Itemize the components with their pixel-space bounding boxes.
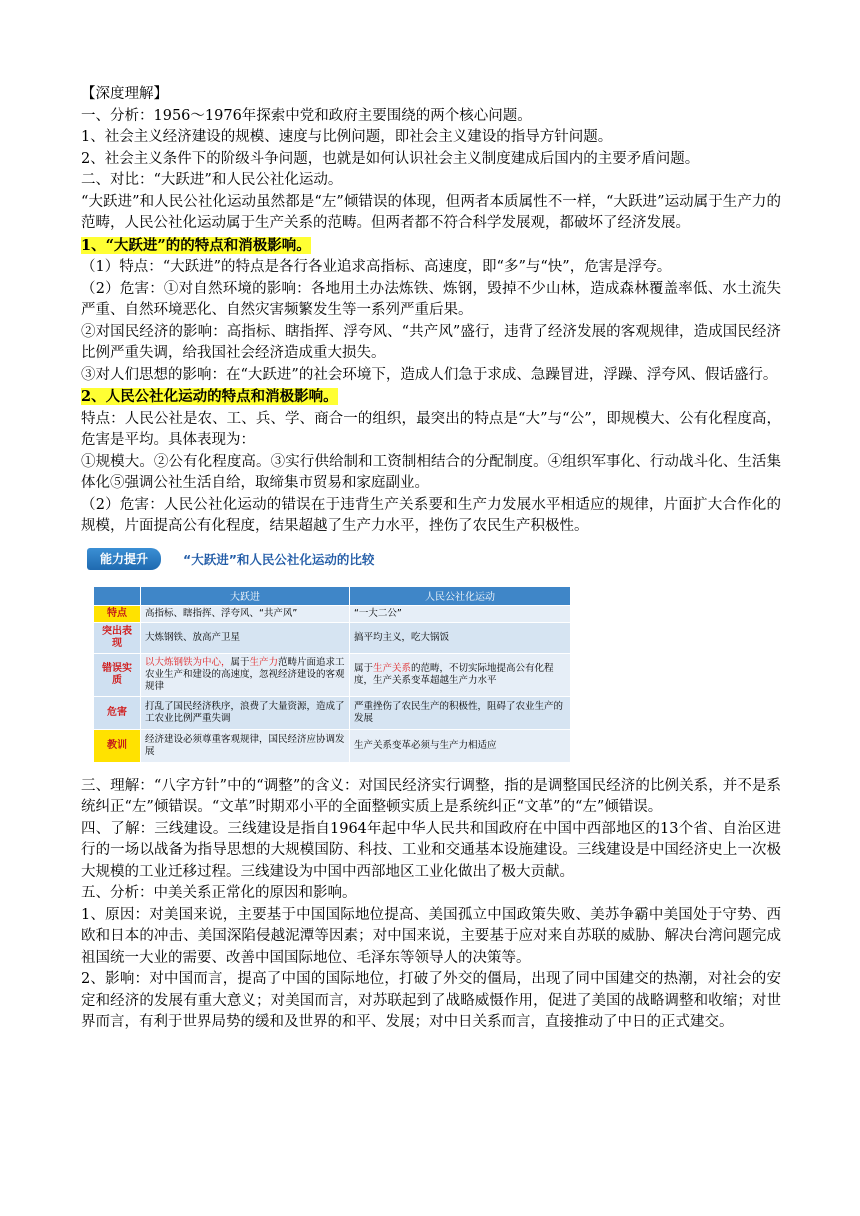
row-label: 教训 — [94, 729, 141, 762]
paragraph: ②对国民经济的影响：高指标、瞎指挥、浮夸风、“共产风”盛行，违背了经济发展的客观规律，造成国民经济比例严重失调，给我国社会经济造成重大损失。 — [81, 323, 781, 361]
cell: 打乱了国民经济秩序，浪费了大量资源，造成了工农业比例严重失调 — [141, 696, 350, 729]
cell: 经济建设必须尊重客观规律，国民经济应协调发展 — [141, 729, 350, 762]
paragraph: 1、社会主义经济建设的规模、速度与比例问题，即社会主义建设的指导方针问题。 — [81, 129, 613, 145]
row-label: 特点 — [94, 605, 141, 622]
paragraph: 四、了解：三线建设。三线建设是指自1964年起中华人民共和国政府在中国中西部地区的13个省、自治区进行的一场以战备为指导思想的大规模国防、科技、工业和交通基本设施建设。三线建设是中国经济史上一次极大规模的工业迁移过程。三线建设为中国中西部地区工业化做出了极大贡献。 — [81, 820, 781, 880]
paragraph: （1）特点：“大跃进”的特点是各行各业追求高指标、高速度，即“多”与“快”，危害是浮夸。 — [81, 259, 672, 275]
table-row — [94, 653, 571, 696]
cell: 严重挫伤了农民生产的积极性，阻碍了农业生产的发展 — [350, 696, 571, 729]
row-label: 突出表现 — [94, 622, 141, 653]
cell: 生产关系变革必须与生产力相适应 — [350, 729, 571, 762]
cell: 大炼钢铁、放高产卫星 — [141, 622, 350, 653]
paragraph: 二、对比：“大跃进”和人民公社化运动。 — [81, 172, 343, 188]
paragraph: ③对人们思想的影响：在“大跃进”的社会环境下，造成人们急于求成、急躁冒进，浮躁、浮夸风、假话盛行。 — [81, 366, 778, 383]
row-label: 错误实质 — [94, 653, 141, 696]
paragraph: （2）危害：人民公社化运动的错误在于违背生产关系要和生产力发展水平相适应的规律，片面扩大合作化的规模，片面提高公有化程度，结果超越了生产力水平，挫伤了农民生产积极性。 — [81, 496, 781, 534]
paragraph: 1、原因：对美国来说，主要基于中国国际地位提高、美国孤立中国政策失败、美苏争霸中美国处于守势、西欧和日本的冲击、美国深陷侵越泥潭等因素；对中国来说，主要基于应对来自苏联的威胁、解决台湾问题完成祖国统一大业的需要、改善中国国际地位、毛泽东等领导人的决策等。 — [81, 906, 781, 966]
paragraph: 三、理解：“八字方针”中的“调整”的含义：对国民经济实行调整，指的是调整国民经济的比例关系，并不是系统纠正“左”倾错误。“文革”时期邓小平的全面整顿实质上是系统纠正“文革”的“左”倾错误。 — [81, 777, 781, 815]
header-commune: 人民公社化运动 — [350, 586, 571, 605]
ability-badge: 能力提升 — [87, 548, 161, 570]
header-great-leap: 大跃进 — [141, 586, 350, 605]
document-page — [81, 84, 781, 1034]
paragraph: 五、分析：中美关系正常化的原因和影响。 — [81, 885, 357, 901]
cell: “一大二公” — [350, 605, 571, 622]
table-row — [94, 729, 571, 762]
section-title-great-leap: 1、“大跃进”的的特点和消极影响。 — [81, 236, 311, 254]
table-row — [94, 622, 571, 653]
heading: 【深度理解】 — [81, 86, 168, 102]
figure-title: “大跃进”和人民公社化运动的比较 — [183, 551, 375, 567]
paragraph: ①规模大。②公有化程度高。③实行供给制和工资制相结合的分配制度。④组织军事化、行动战斗化、生活集体化⑤强调公社生活自给，取缔集市贸易和家庭副业。 — [81, 453, 781, 491]
table-corner — [94, 586, 141, 605]
cell: 属于生产关系的范畴，不切实际地提高公有化程度，生产关系变革超越生产力水平 — [350, 653, 571, 696]
paragraph: 特点：人民公社是农、工、兵、学、商合一的组织，最突出的特点是“大”与“公”，即规模大、公有化程度高，危害是平均。具体表现为： — [81, 410, 781, 448]
table-row — [94, 696, 571, 729]
comparison-table — [93, 586, 571, 763]
paragraph: 2、影响：对中国而言，提高了中国的国际地位，打破了外交的僵局，出现了同中国建交的热潮，对社会的安定和经济的发展有重大意义；对美国而言，对苏联起到了战略威慑作用，促进了美国的战略调整和收缩；对世界而言，有利于世界局势的缓和及世界的和平、发展；对中日关系而言，直接推动了中日的正式建交。 — [81, 971, 781, 1030]
comparison-figure — [87, 548, 571, 762]
cell: 高指标、瞎指挥、浮夸风、“共产风” — [141, 605, 350, 622]
cell: 搞平均主义，吃大锅饭 — [350, 622, 571, 653]
table-row — [94, 605, 571, 622]
paragraph: 一、分析：1956～1976年探索中党和政府主要围绕的两个核心问题。 — [81, 107, 532, 124]
paragraph: 2、社会主义条件下的阶级斗争问题，也就是如何认识社会主义制度建成后国内的主要矛盾问题。 — [81, 150, 700, 167]
section-title-commune: 2、人民公社化运动的特点和消极影响。 — [81, 388, 338, 405]
row-label: 危害 — [94, 696, 141, 729]
paragraph: （2）危害：①对自然环境的影响：各地用土办法炼铁、炼钢，毁掉不少山林，造成森林覆盖率低、水土流失严重、自然环境恶化、自然灾害频繁发生等一系列严重后果。 — [81, 280, 781, 318]
paragraph: “大跃进”和人民公社化运动虽然都是“左”倾错误的体现，但两者本质属性不一样，“大跃进”运动属于生产力的范畴，人民公社化运动属于生产关系的范畴。但两者都不符合科学发展观，都破坏了经济发展。 — [81, 193, 781, 231]
cell: 以大炼钢铁为中心，属于生产力范畴片面追求工农业生产和建设的高速度，忽视经济建设的客观规律 — [141, 653, 350, 696]
